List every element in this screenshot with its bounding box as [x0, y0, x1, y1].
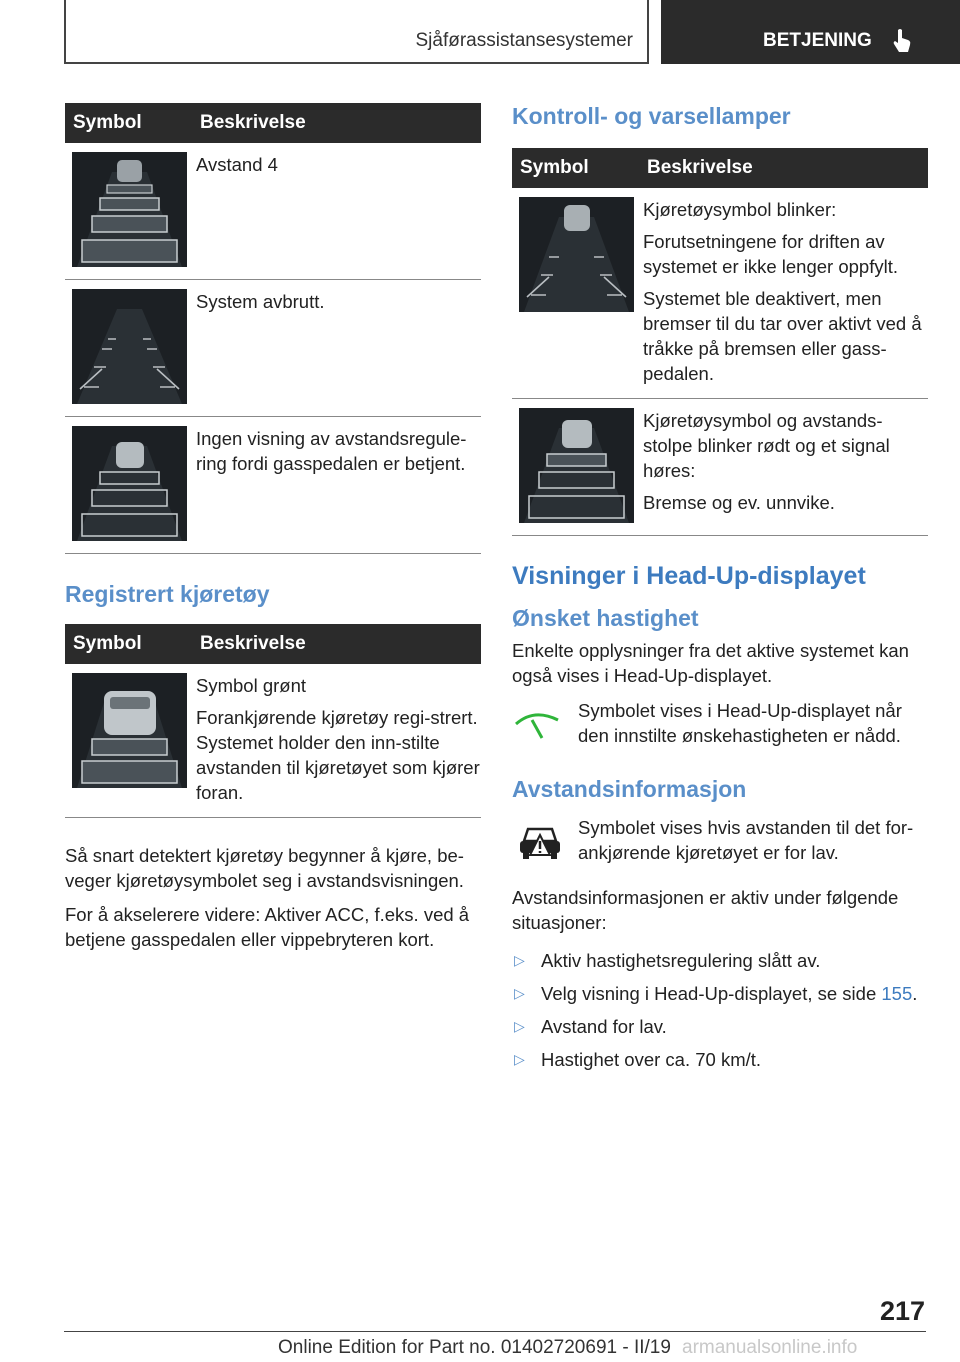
table-row — [65, 280, 481, 417]
section-heading-warning-lamps: Kontroll- og varsellamper — [512, 103, 791, 129]
page-number: 217 — [880, 1296, 926, 1326]
description-text: Systemet ble deaktivert, men bremser til du tar over aktivt ved å tråkke på bremsen eller gass-pedalen. — [643, 288, 922, 384]
paragraph: Så snart detektert kjøretøy begynner å kjøre, be-veger kjøretøysymbolet seg i avstandsvisningen. — [65, 845, 464, 891]
col-symbol-header: Symbol — [512, 148, 641, 188]
footer-divider — [64, 1331, 926, 1332]
description-text: Avstand 4 — [196, 154, 278, 175]
triangle-bullet-icon: ▷ — [514, 952, 525, 968]
section-heading-registered-vehicle: Registrert kjøretøy — [65, 581, 270, 607]
col-symbol-header: Symbol — [65, 103, 194, 143]
watermark: armanualsonline.info — [682, 1337, 858, 1358]
table-row — [65, 417, 481, 554]
paragraph: For å akselerere videre: Aktiver ACC, f.eks. ved å betjene gasspedalen eller vippebryteren kort. — [65, 904, 470, 950]
subheading-desired-speed: Ønsket hastighet — [512, 605, 699, 631]
table-row — [65, 143, 481, 280]
distance-warning-car-icon — [516, 821, 564, 865]
description-text: Bremse og ev. unnvike. — [643, 492, 835, 513]
distance-4-icon — [72, 152, 187, 267]
col-description-header: Beskrivelse — [194, 103, 481, 143]
page-link[interactable]: 155 — [881, 983, 913, 1004]
header-chapter-tab[interactable] — [661, 0, 960, 64]
chapter-label: BETJENING — [763, 30, 872, 51]
description-text: Kjøretøysymbol og avstands-stolpe blinker rødt og et signal høres: — [643, 410, 890, 481]
description-text: Ingen visning av avstandsregule-ring fordi gasspedalen er betjent. — [196, 428, 467, 474]
system-aborted-icon — [72, 289, 187, 404]
table-row — [512, 188, 928, 399]
paragraph: Avstandsinformasjonen er aktiv under følgende situasjoner: — [512, 887, 899, 933]
list-item: ▷ Aktiv hastighetsregulering slått av. — [514, 950, 821, 971]
vehicle-symbol-flashing-icon — [519, 197, 634, 312]
header-section-title: Sjåførassistansesystemer — [64, 0, 649, 64]
conditions-list — [512, 948, 928, 1072]
description-text: Forutsetningene for driften av systemet er ikke lenger oppfylt. — [643, 231, 898, 277]
section-heading-hud: Visninger i Head-Up-displayet — [512, 562, 866, 590]
subheading-distance-info: Avstandsinformasjon — [512, 776, 747, 802]
left-column — [65, 103, 481, 961]
triangle-bullet-icon: ▷ — [514, 1018, 525, 1034]
speed-icon-row — [512, 698, 928, 748]
triangle-bullet-icon: ▷ — [514, 1051, 525, 1067]
desired-speed-reached-icon — [514, 706, 560, 742]
vehicle-detected-icon — [72, 673, 187, 788]
paragraph: Enkelte opplysninger fra det aktive systemet kan også vises i Head-Up-displayet. — [512, 640, 909, 686]
triangle-bullet-icon: ▷ — [514, 985, 525, 1001]
vehicle-and-bar-red-icon — [519, 408, 634, 523]
icon-description: Symbolet vises hvis avstanden til det for-ankjørende kjøretøyet er for lav. — [578, 817, 914, 863]
list-item: ▷ Avstand for lav. — [514, 1016, 667, 1037]
table-row — [512, 399, 928, 536]
distance-symbol-table — [65, 103, 481, 554]
list-item: ▷ Hastighet over ca. 70 km/t. — [514, 1049, 762, 1070]
col-description-header: Beskrivelse — [641, 148, 928, 188]
registered-vehicle-table — [65, 624, 481, 818]
description-text: System avbrutt. — [196, 291, 325, 312]
description-text: Forankjørende kjøretøy regi-strert. Systemet holder den inn-stilte avstanden til kjøretøyet som kjører foran. — [196, 707, 480, 803]
list-item: ▷ Velg visning i Head-Up-displayet, se side 155. — [514, 983, 918, 1004]
col-description-header: Beskrivelse — [194, 624, 481, 664]
footer-edition: Online Edition for Part no. 01402720691 - II/19 — [278, 1337, 671, 1358]
col-symbol-header: Symbol — [65, 624, 194, 664]
warning-lamps-table — [512, 148, 928, 536]
hand-pointer-icon — [892, 28, 912, 54]
icon-description: Symbolet vises i Head-Up-displayet når den innstilte ønskehastigheten er nådd. — [578, 700, 902, 746]
right-column — [512, 103, 928, 1080]
distance-icon-row — [512, 815, 928, 865]
no-distance-display-icon — [72, 426, 187, 541]
description-text: Symbol grønt — [196, 675, 307, 696]
table-row — [65, 664, 481, 818]
description-text: Kjøretøysymbol blinker: — [643, 199, 837, 220]
